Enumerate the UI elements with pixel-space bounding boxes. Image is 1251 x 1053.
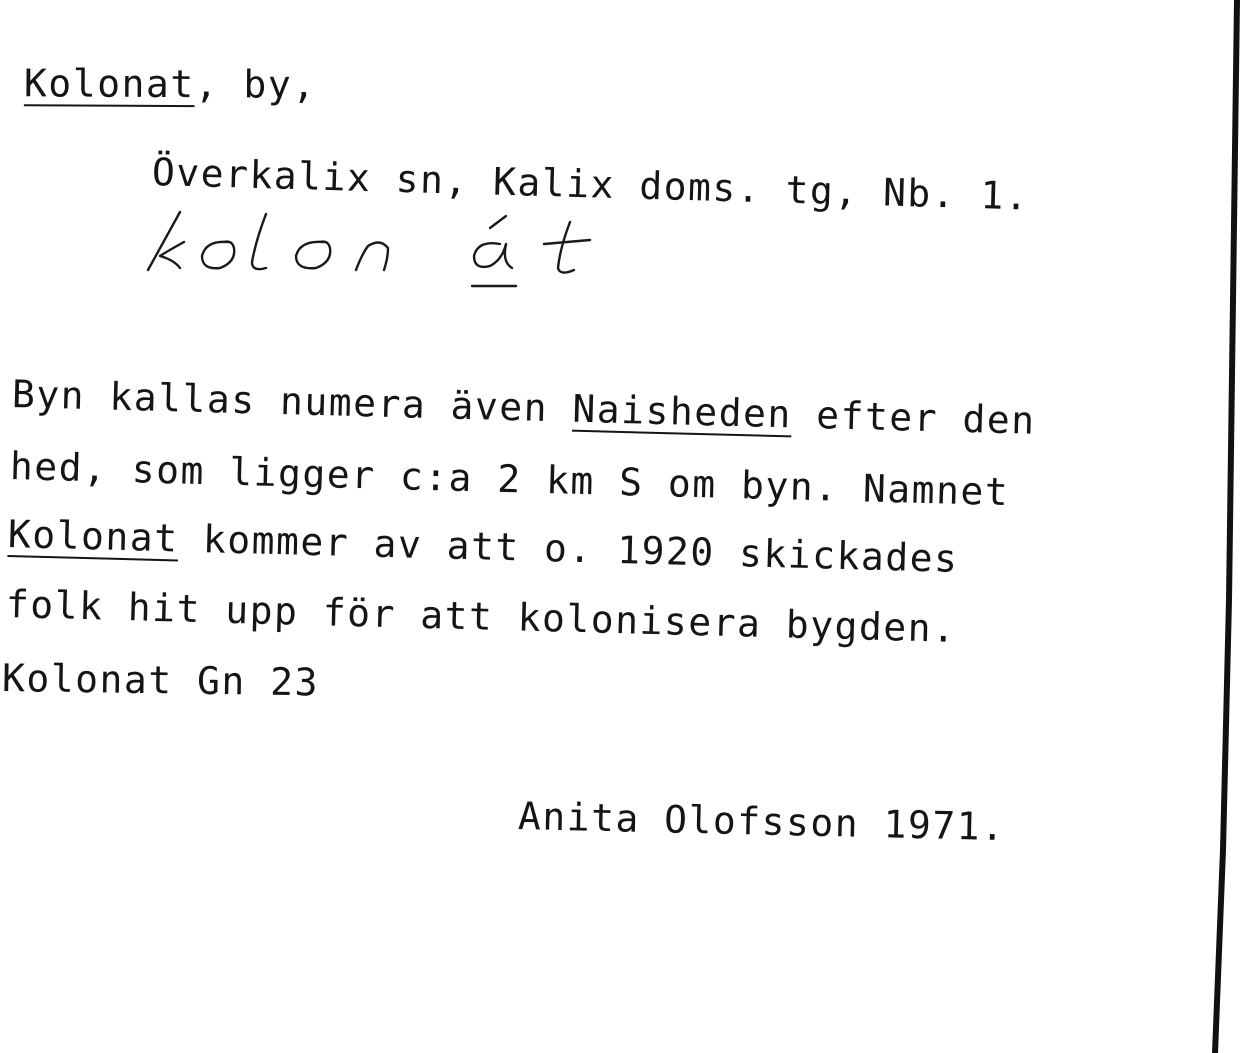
headword-suffix: , by, (194, 62, 317, 107)
handwritten-pronunciation (140, 200, 610, 310)
headword: Kolonat (23, 61, 195, 107)
body-line-2 (9, 444, 1009, 514)
body-line-4 (5, 582, 957, 651)
location-line: Överkalix sn, Kalix doms. tg, Nb. 1. (151, 150, 1030, 219)
kolonat-term: Kolonat (7, 512, 180, 561)
body-line-4-text: folk hit upp för att kolonisera bygden. (5, 582, 958, 651)
body-line-3 (7, 512, 959, 581)
reference-line: Kolonat Gn 23 (1, 656, 320, 705)
naisheden-term: Naisheden (571, 386, 793, 437)
signature: Anita Olofsson 1971. (517, 794, 1006, 850)
body-line-1-tail: efter den (791, 392, 1037, 443)
body-line-1-text: Byn kallas numera även (11, 372, 574, 431)
body-line-2-text: hed, som ligger c:a 2 km S om byn. Namnet (9, 444, 1010, 515)
heading-line (24, 61, 317, 107)
body-line-5 (2, 656, 320, 704)
body-line-1 (11, 372, 1036, 443)
body-line-3-text: kommer av att o. 1920 skickades (178, 516, 960, 581)
